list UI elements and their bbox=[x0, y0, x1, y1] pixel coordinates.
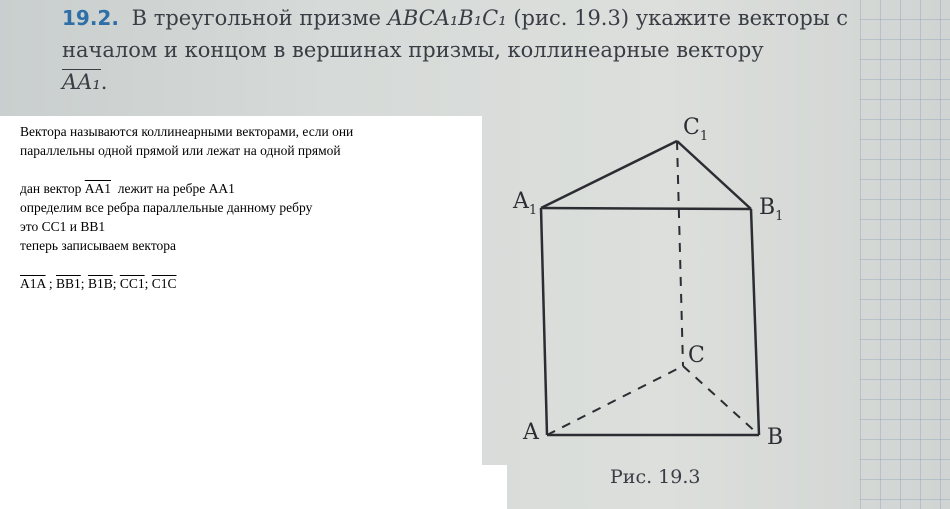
answer-panel bbox=[0, 116, 482, 465]
problem-statement bbox=[62, 2, 882, 98]
prism-diagram bbox=[505, 108, 805, 453]
vertex-label-a1: $A_1$ bbox=[513, 189, 538, 218]
answer-vector: BB1 bbox=[56, 276, 81, 291]
edge-a1-b1 bbox=[541, 208, 751, 209]
answer-vector: A1A bbox=[20, 276, 46, 291]
edge-c1-b1 bbox=[677, 141, 751, 209]
edge-c-c1 bbox=[677, 141, 683, 366]
problem-text-1: В треугольной призме bbox=[131, 6, 381, 30]
definition-line-2: параллельны одной прямой или лежат на одной прямой bbox=[20, 143, 341, 158]
edge-b-b1 bbox=[751, 209, 759, 435]
problem-text-2: (рис. 19.3) укажите векторы с bbox=[513, 6, 848, 30]
step-3: теперь записываем вектора bbox=[20, 238, 177, 253]
vector-separator: ; bbox=[144, 276, 152, 291]
answer-panel-bottom bbox=[0, 465, 507, 509]
step-1: определим все ребра параллельные данному ребру bbox=[20, 200, 313, 215]
problem-line-2: началом и концом в вершинах призмы, коллинеарные вектору bbox=[62, 38, 764, 62]
answer-vector: CC1 bbox=[119, 276, 145, 291]
edge-c-b bbox=[683, 366, 759, 435]
problem-end: . bbox=[100, 70, 108, 94]
definition-line-1: Вектора называются коллинеарными векторами, если они bbox=[20, 124, 354, 139]
vertex-label-c1: $C_1$ bbox=[683, 115, 709, 144]
given-suffix: лежит на ребре AA1 bbox=[117, 181, 235, 196]
vector-separator: ; bbox=[112, 276, 120, 291]
answer-vector: C1C bbox=[151, 276, 177, 291]
answer-vector: B1B bbox=[87, 276, 113, 291]
vertex-label-a: A bbox=[523, 420, 539, 445]
edge-a-c bbox=[547, 366, 683, 435]
edge-a1-c1 bbox=[541, 141, 677, 208]
edge-a-a1 bbox=[541, 208, 547, 435]
step-2: это CC1 и BB1 bbox=[20, 219, 106, 234]
given-prefix: дан вектор bbox=[20, 181, 82, 196]
problem-line-3 bbox=[62, 66, 882, 98]
answer-vectors bbox=[20, 276, 177, 292]
given-vector: AA1 bbox=[84, 181, 111, 196]
vertex-label-c: C bbox=[688, 343, 705, 368]
vertex-label-b1: $B_1$ bbox=[759, 195, 784, 224]
prism-name: ABCA₁B₁C₁ bbox=[387, 6, 507, 30]
given-line bbox=[20, 181, 235, 197]
vertex-label-b: B bbox=[767, 425, 784, 450]
vector-aa1: AA₁ bbox=[62, 66, 101, 98]
prism-figure bbox=[505, 108, 805, 457]
vector-separator: ; bbox=[80, 276, 88, 291]
figure-caption: Рис. 19.3 bbox=[610, 466, 701, 488]
problem-line-1 bbox=[62, 2, 882, 34]
vector-separator: ; bbox=[45, 276, 57, 291]
problem-number: 19.2. bbox=[62, 6, 119, 30]
